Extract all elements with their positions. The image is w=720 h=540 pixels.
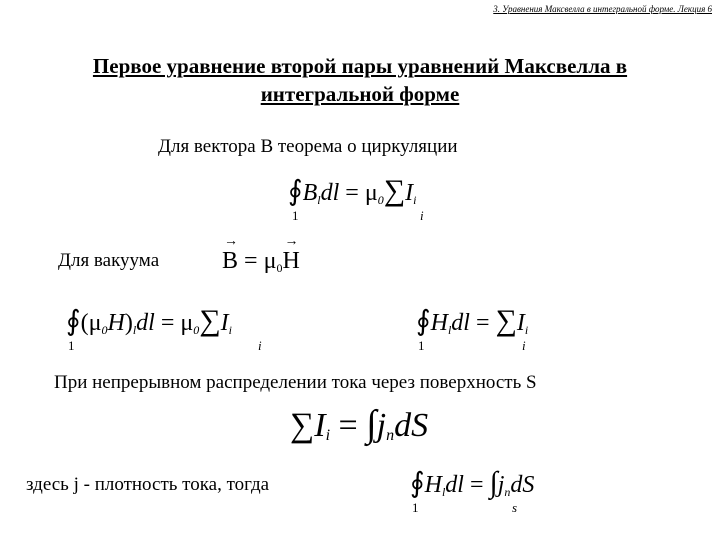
sum-icon: ∑ [495,304,517,337]
j-symbol: j [497,472,505,498]
zero-subscript: 0 [276,261,283,275]
circulation-mu-h-equation: $∮(\mu_0H)_ldl = \mu_0\sum I_i$ [66,304,232,337]
current-density-text: здесь j - плотность тока, тогда [26,474,270,495]
contour-integral-icon: ∮ [410,468,425,499]
dl-symbol: dl [451,310,470,336]
zero-subscript: 0 [101,323,108,337]
j-symbol: j [376,407,387,444]
h-symbol: H [107,310,125,336]
limit-1: 1 [412,500,419,515]
limit-1: 1 [68,338,75,353]
l-subscript: l [441,485,446,499]
i-subscript: i [325,427,331,444]
n-subscript: n [386,427,395,444]
mu-symbol: μ [263,248,277,274]
h-symbol: H [424,472,442,498]
mu-symbol: μ [88,310,102,336]
contour-integral-icon: ∮ [288,176,303,207]
ds-symbol: dS [394,407,429,444]
limit-i: i [420,208,424,223]
i-symbol: I [516,310,525,336]
vacuum-text: Для вакуума [58,250,160,271]
title-line-2: интегральной форме [260,82,460,106]
i-symbol: I [220,310,229,336]
ds-symbol: dS [510,472,535,498]
current-integral-equation: $\sum I_i = \int j_ndS$ [290,403,429,445]
l-subscript: l [447,323,452,337]
i-subscript: i [228,323,232,337]
final-circulation-equation: $∮H_ldl = \int j_ndS$ [410,466,535,499]
dl-symbol: dl [445,472,464,498]
vector-b-text: Для вектора B теорема о циркуляции [158,136,458,157]
mu-symbol: μ [180,310,194,336]
title-line-1: Первое уравнение второй пары уравнений Максвелла в [92,54,628,78]
zero-subscript: 0 [377,193,384,207]
sum-icon: ∑ [199,304,221,337]
i-symbol: I [405,180,414,206]
zero-subscript: 0 [193,323,200,337]
limit-s: s [512,500,518,515]
dl-symbol: dl [136,310,155,336]
limit-i: i [258,338,262,353]
sum-icon: ∑ [383,174,406,207]
b-symbol: B [302,180,318,206]
i-symbol: I [314,407,326,444]
i-subscript: i [413,193,417,207]
mu-symbol: μ [364,180,378,206]
slide-header: 3. Уравнения Максвелла в интегральной форме. Лекция 6 [493,4,712,14]
h-symbol: H [430,310,448,336]
limit-1: 1 [292,208,299,223]
dl-symbol: dl [320,180,340,206]
circulation-b-equation: $∮B_ldl = \mu_0\sum I_i$ [288,174,417,207]
i-subscript: i [524,323,529,337]
contour-integral-icon: ∮ [66,306,81,337]
contour-integral-icon: ∮ [416,306,431,337]
integral-icon: ∫ [366,403,377,445]
l-subscript: l [132,323,137,337]
vacuum-relation-equation: → $B = \mu_0\to H$ [222,248,300,276]
integral-icon: ∫ [489,466,498,499]
sum-icon: ∑ [290,407,315,444]
n-subscript: n [504,485,511,499]
limit-i: i [522,338,526,353]
limit-1: 1 [418,338,425,353]
continuous-distribution-text: При непрерывном распределении тока через поверхность S [54,372,537,393]
b-vector: → B [222,248,238,275]
l-subscript: l [317,193,321,207]
circulation-h-equation: $∮H_ldl = \sum I_i$ [416,304,529,337]
slide-title [0,52,720,108]
h-vector: → H [282,248,299,275]
